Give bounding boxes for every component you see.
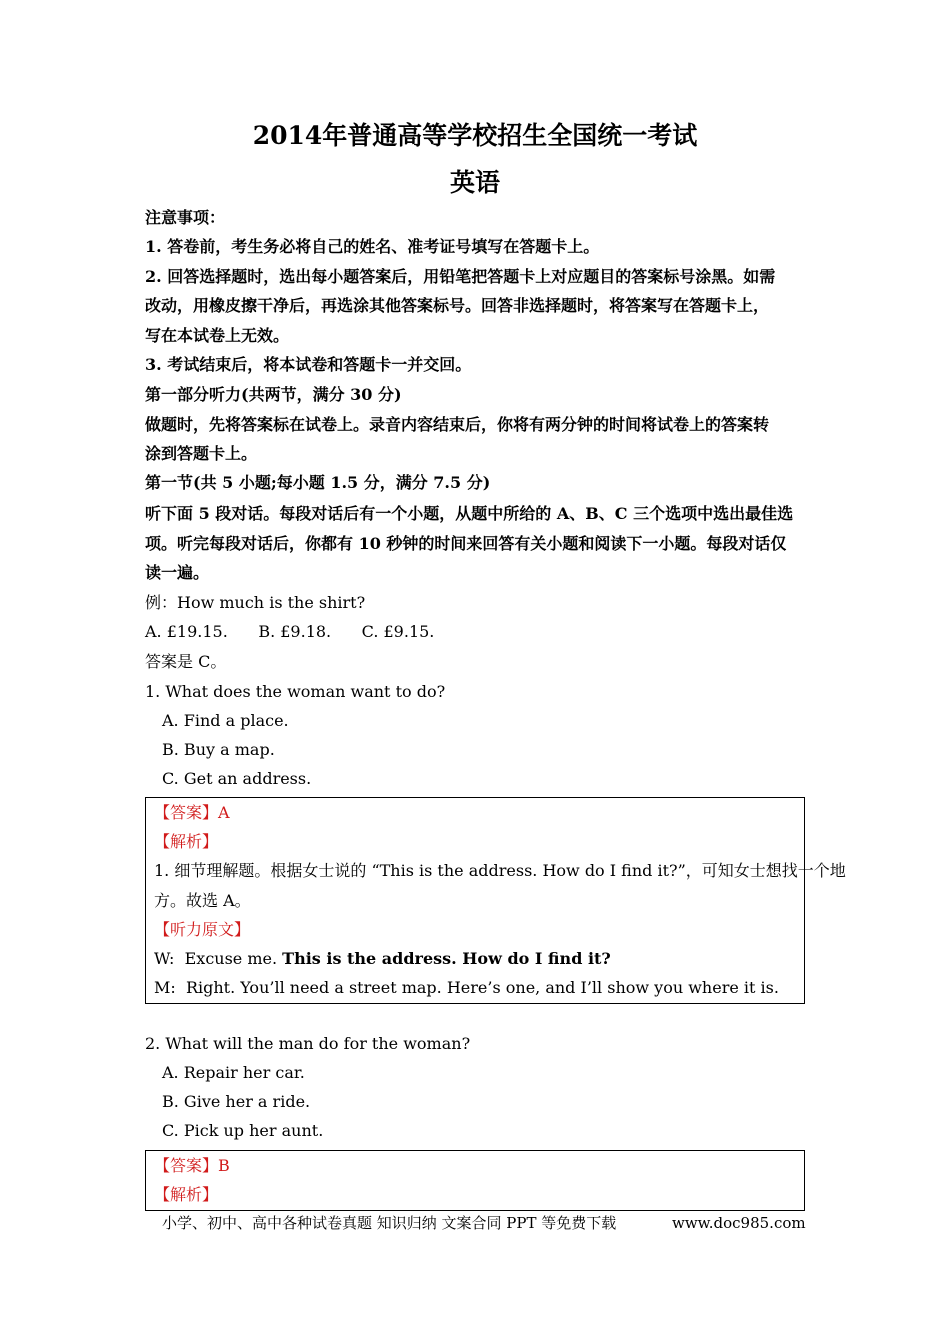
notice-item-2-line-2: 改动，用橡皮擦干净后，再选涂其他答案标号。回答非选择题时，将答案写在答题卡上， — [145, 296, 770, 315]
notice-item-2-line-1: 2. 回答选择题时，选出每小题答案后，用铅笔把答题卡上对应题目的答案标号涂黑。如需 — [145, 267, 776, 286]
example-options: A. £19.15. B. £9.18. C. £9.15. — [145, 622, 435, 641]
answer-label: 【答案】B — [154, 1156, 230, 1175]
transcript-label: 【听力原文】 — [154, 920, 251, 939]
analysis-line-2: 方。故选 A。 — [154, 891, 251, 910]
analysis-label: 【解析】 — [154, 832, 219, 851]
section1-line-2: 项。听完每段对话后，你都有 10 秒钟的时间来回答有关小题和阅读下一小题。每段对话仅 — [145, 534, 787, 553]
transcript-woman-key-sentence: This is the address. How do I find it? — [282, 949, 611, 968]
question-1-answer-box — [145, 797, 846, 1004]
analysis-line-1: 1. 细节理解题。根据女士说的 “This is the address. How do I find it?”，可知女士想找一个地 — [154, 861, 846, 880]
section1-line-3: 读一遍。 — [145, 563, 210, 582]
question-2-option-a: A. Repair her car. — [162, 1063, 305, 1082]
notice-item-3: 3. 考试结束后，将本试卷和答题卡一并交回。 — [145, 355, 472, 374]
question-1-option-b: B. Buy a map. — [162, 740, 275, 759]
notice-heading: 注意事项： — [145, 208, 226, 227]
notice-item-2-line-3: 写在本试卷上无效。 — [145, 326, 290, 345]
part1-instruction-line-1: 做题时，先将答案标在试卷上。录音内容结束后，你将有两分钟的时间将试卷上的答案转 — [145, 415, 770, 434]
answer-label: 【答案】A — [154, 803, 230, 822]
footer-url[interactable]: www.doc985.com — [672, 1214, 806, 1232]
example-answer: 答案是 C。 — [145, 652, 227, 671]
section1-heading: 第一节(共 5 小题;每小题 1.5 分，满分 7.5 分) — [145, 473, 491, 492]
part1-instruction-line-2: 涂到答题卡上。 — [145, 444, 258, 463]
question-2-option-b: B. Give her a ride. — [162, 1092, 311, 1111]
page-footer — [162, 1212, 806, 1234]
question-2-option-c: C. Pick up her aunt. — [162, 1121, 324, 1140]
question-2: 2. What will the man do for the woman? — [145, 1034, 471, 1053]
transcript-woman-prefix: W: Excuse me. — [154, 949, 283, 968]
example-question: 例：How much is the shirt? — [145, 593, 366, 612]
question-2-answer-box — [145, 1150, 805, 1211]
question-1-option-c: C. Get an address. — [162, 769, 312, 788]
section1-line-1: 听下面 5 段对话。每段对话后有一个小题，从题中所给的 A、B、C 三个选项中选出最佳选 — [145, 504, 794, 523]
exam-title: 2014年普通高等学校招生全国统一考试 — [252, 121, 698, 150]
part1-heading: 第一部分听力(共两节，满分 30 分) — [145, 385, 402, 404]
exam-subject: 英语 — [449, 168, 500, 197]
analysis-label: 【解析】 — [154, 1185, 219, 1204]
question-1-option-a: A. Find a place. — [162, 711, 289, 730]
notice-item-1: 1. 答卷前，考生务必将自己的姓名、准考证号填写在答题卡上。 — [145, 237, 600, 256]
footer-text: 小学、初中、高中各种试卷真题 知识归纳 文案合同 PPT 等免费下载 — [162, 1214, 617, 1232]
transcript-man-line: M: Right. You’ll need a street map. Here’s one, and I’ll show you where it is. — [154, 978, 779, 997]
transcript-woman-line — [154, 944, 804, 974]
question-1: 1. What does the woman want to do? — [145, 682, 446, 701]
